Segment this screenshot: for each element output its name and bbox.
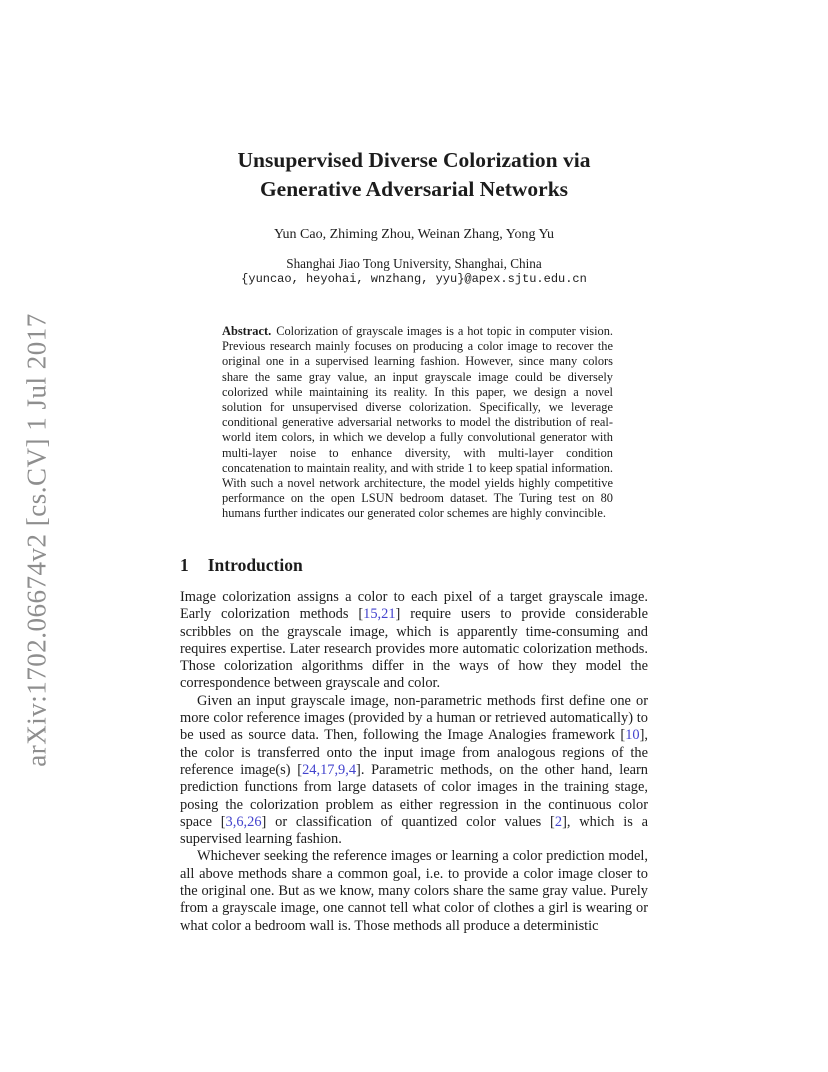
author-emails: {yuncao, heyohai, wnzhang, yyu}@apex.sjtu.edu.cn [241,272,587,286]
citation-link[interactable]: 3,6,26 [225,813,262,830]
citation-link[interactable]: 24,17,9,4 [302,761,357,778]
paper-title [180,146,648,204]
section-heading [180,555,648,576]
paper-title-line2: Generative Adversarial Networks [259,177,569,201]
affiliation: Shanghai Jiao Tong University, Shanghai, China [286,256,542,271]
section-title: Introduction [207,555,303,575]
introduction-body [180,589,648,935]
paragraph: Whichever seeking the reference images or learning a color prediction model, all above methods share a common goal, i.e. to provide a color image closer to the original one. But as we know, many colors share the same gray value. Purely from a grayscale image, one cannot tell what color of clothes a girl is wearing or what color a bedroom wall is. Those methods all produce a deterministic [180,848,648,934]
citation-link[interactable]: 10 [625,727,640,744]
paragraph: Image colorization assigns a color to each pixel of a target grayscale image. Early colorization methods [15,21] require users to provide considerable scribbles on the grayscale image, which is apparently time-consuming and requires expertise. Later research provides more automatic colorization methods. Those colorization algorithms differ in the ways of how they model the correspondence between grayscale and color. [180,589,648,692]
abstract-block [222,324,613,522]
citation-link[interactable]: 15,21 [363,606,396,623]
paper-title-line1: Unsupervised Diverse Colorization via [237,148,591,172]
paragraph: Given an input grayscale image, non-parametric methods first define one or more color reference images (provided by a human or retrieved automatically) to be used as source data. Then, following the Image Analogies framework [10], the color is transferred onto the input image from analogous regions of the reference image(s) [24,17,9,4]. Parametric methods, on the other hand, learn prediction functions from large datasets of color images in the training stage, posing the colorization problem as either regression in the continuous color space [3,6,26] or classification of quantized color values [2], which is a supervised learning fashion. [180,692,648,848]
abstract-label: Abstract. [222,324,272,338]
abstract-text: Colorization of grayscale images is a hot topic in computer vision. Previous research mainly focuses on producing a color image to recover the original one in a supervised learning fashion. However, since many colors share the same gray value, an input grayscale image could be diversely colorized while maintaining its reality. In this paper, we design a novel solution for unsupervised diverse colorization. Specifically, we leverage conditional generative adversarial networks to model the distribution of real-world item colors, in which we develop a fully convolutional generator with multi-layer noise to enhance diversity, with multi-layer condition concatenation to maintain reality, and with stride 1 to keep spatial information. With such a novel network architecture, the model yields highly competitive performance on the open LSUN bedroom dataset. The Turing test on 80 humans further indicates our generated color schemes are highly convincible. [222,324,613,521]
arxiv-watermark: arXiv:1702.06674v2 [cs.CV] 1 Jul 2017 [21,313,52,767]
author-list: Yun Cao, Zhiming Zhou, Weinan Zhang, Yong Yu [273,227,555,242]
citation-link[interactable]: 2 [554,813,563,830]
section-number: 1 [180,555,189,575]
